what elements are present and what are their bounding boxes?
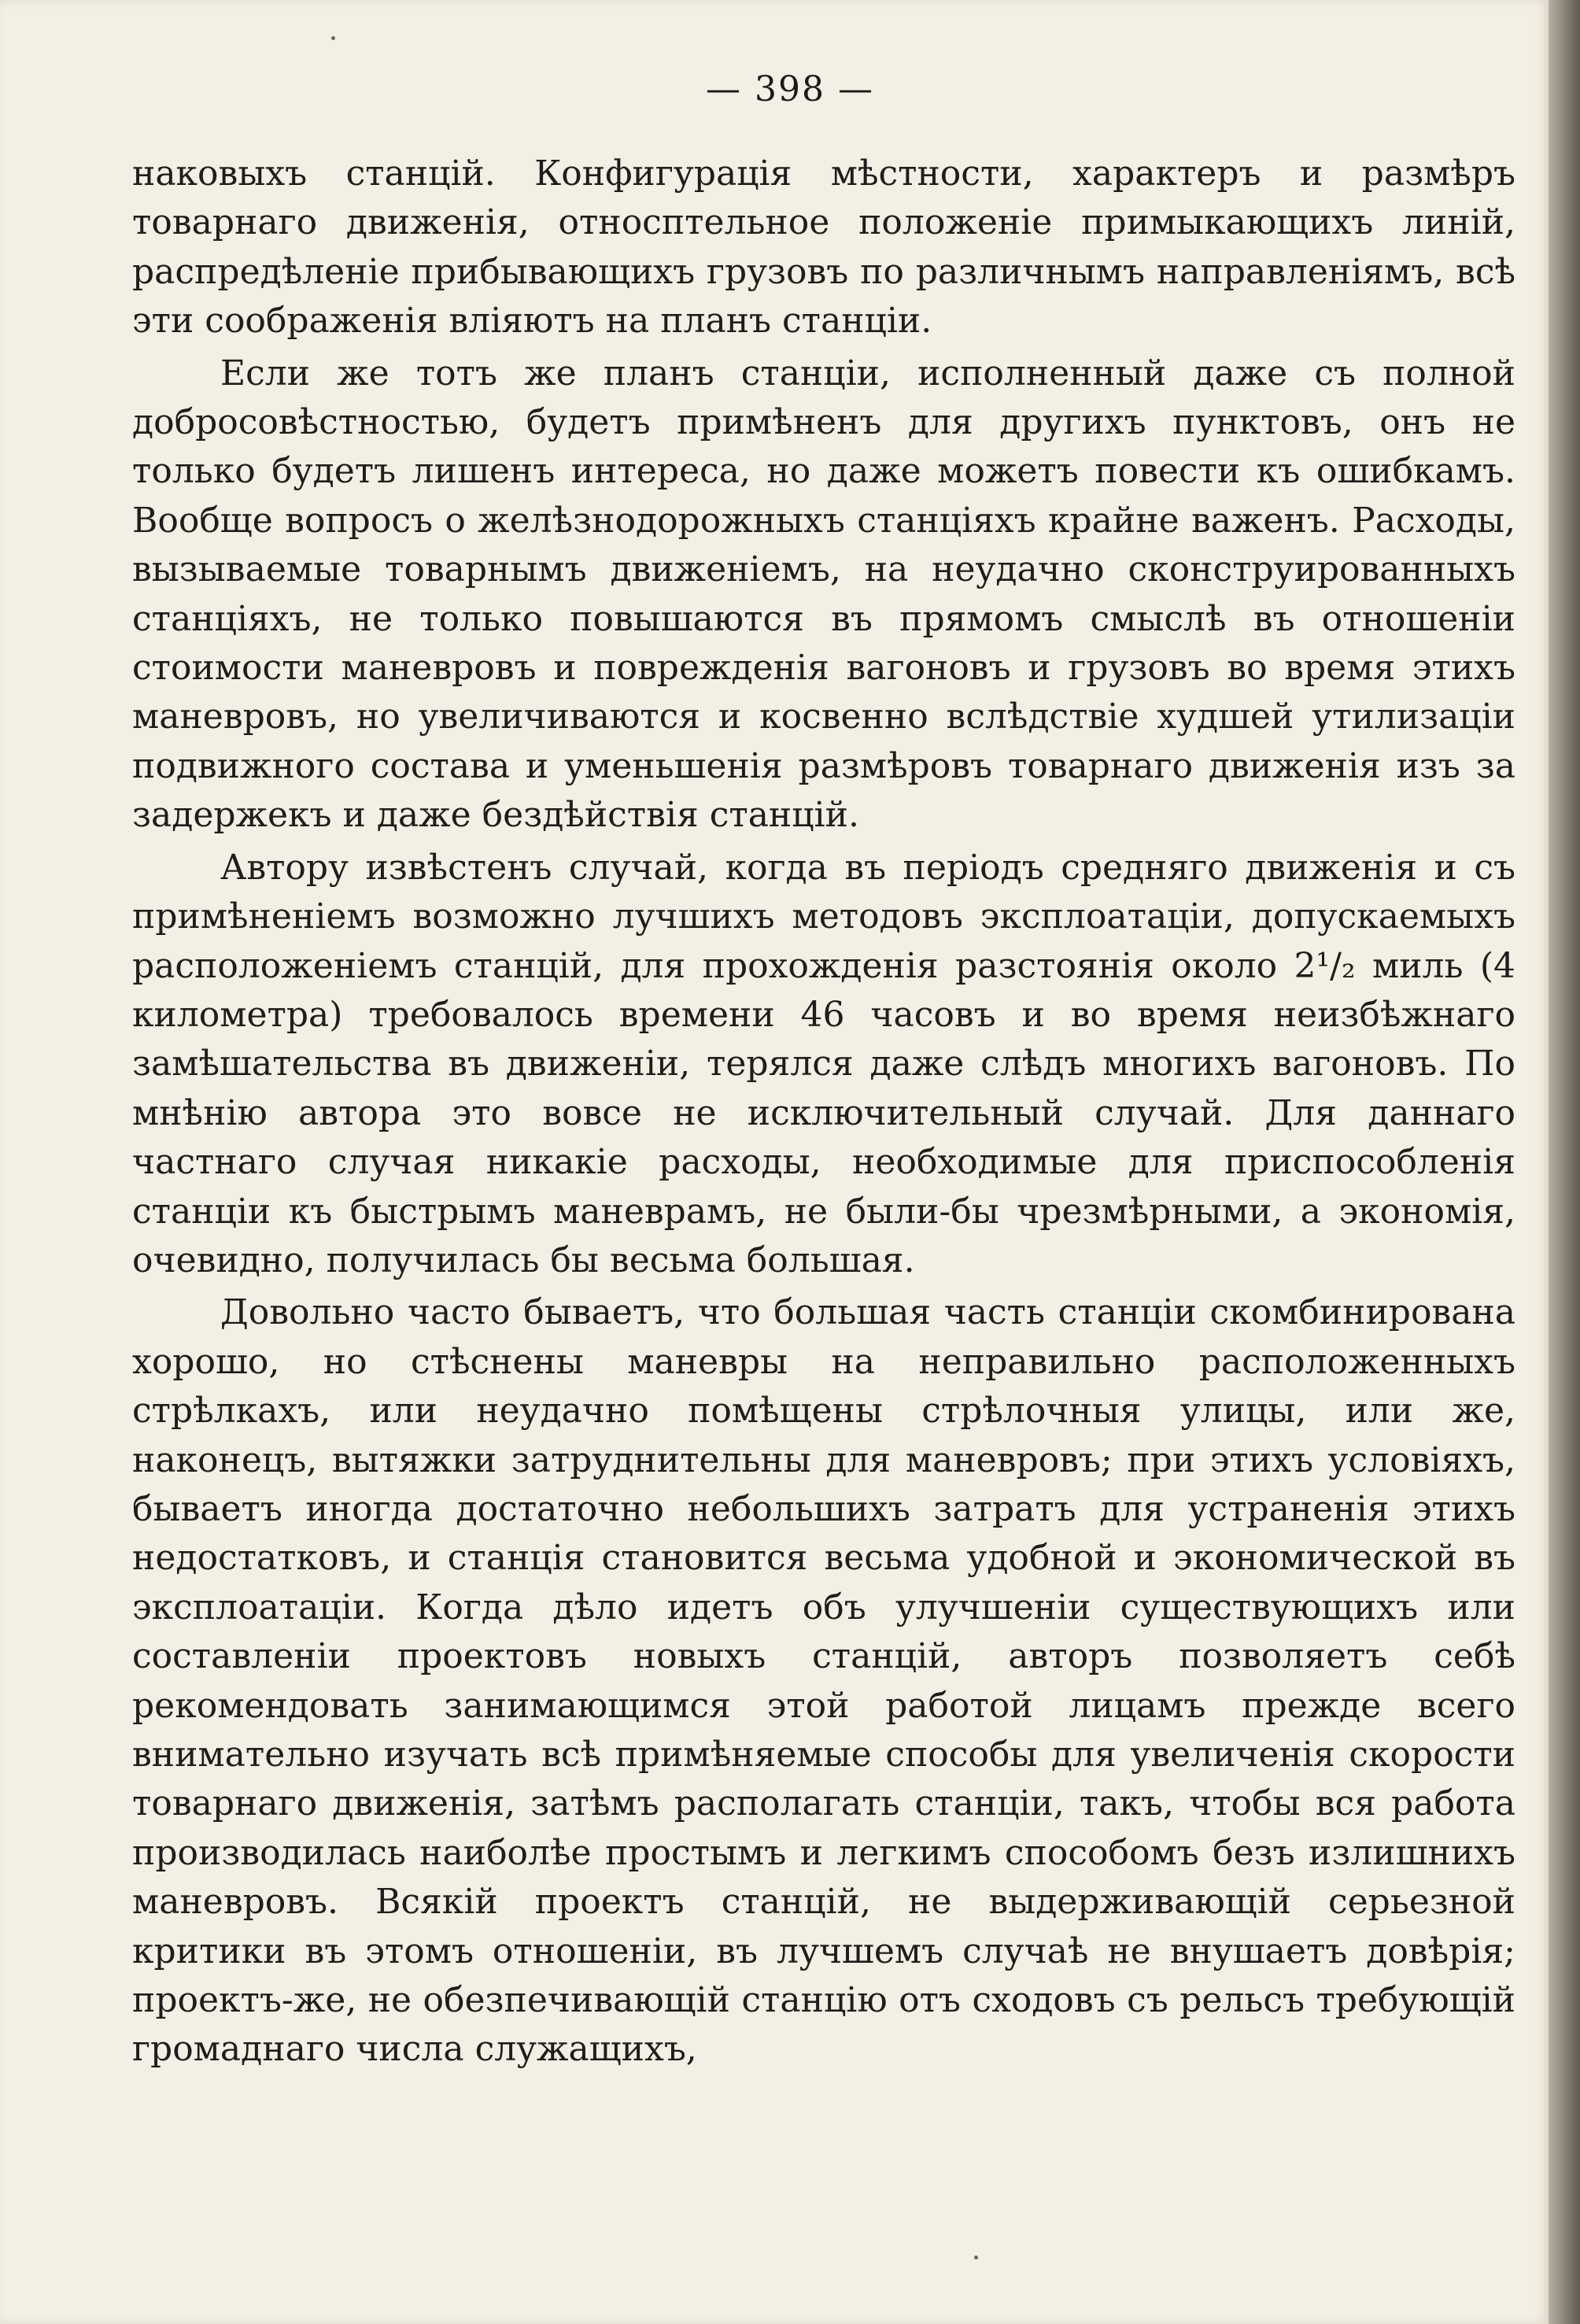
paragraph: наковыхъ станцій. Конфигурація мѣстности, характеръ и размѣръ товарнаго движенія, относптельное положеніе примыкающихъ линій, распредѣленіе прибывающихъ грузовъ по различнымъ направленіямъ, всѣ эти соображенія вліяютъ на планъ станціи. — [132, 153, 1515, 342]
page-number: — 398 — — [706, 69, 874, 109]
paragraph: Довольно часто бываетъ, что большая часть станціи скомбинирована хорошо, но стѣснены маневры на неправильно расположенныхъ стрѣлкахъ, или неудачно помѣщены стрѣлочныя улицы, или же, наконецъ, вытяжки затруднительны для маневровъ; при этихъ условіяхъ, бываетъ иногда достаточно небольшихъ затратъ для устраненія этихъ недостатковъ, и станція становится весьма удобной и экономической въ эксплоатаціи. Когда дѣло идетъ объ улучшеніи существующихъ или составленіи проектовъ новыхъ станцій, авторъ позволяетъ себѣ рекомендовать занимающимся этой работой лицамъ прежде всего внимательно изучать всѣ примѣняемые способы для увеличенія скорости товарнаго движенія, затѣмъ располагать станціи, такъ, чтобы вся работа производилась наиболѣе простымъ и легкимъ способомъ безъ излишнихъ маневровъ. Всякій проектъ станцій, не выдерживающій серьезной критики въ этомъ отношеніи, въ лучшемъ случаѣ не внушаетъ довѣрія; проектъ-же, не обезпечивающій станцію отъ сходовъ съ рельсъ требующій громаднаго числа служащихъ, — [132, 1292, 1515, 2070]
body-text — [132, 150, 1515, 2075]
paper-speck — [331, 36, 335, 40]
paper-speck — [974, 2256, 978, 2259]
paragraph: Если же тотъ же планъ станціи, исполненный даже съ полной добросовѣстностью, будетъ примѣненъ для другихъ пунктовъ, онъ не только будетъ лишенъ интереса, но даже можетъ повести къ ошибкамъ. Вообще вопросъ о желѣзнодорожныхъ станціяхъ крайне важенъ. Расходы, вызываемые товарнымъ движеніемъ, на неудачно сконструированныхъ станціяхъ, не только повышаются въ прямомъ смыслѣ въ отношеніи стоимости маневровъ и поврежденія вагоновъ и грузовъ во время этихъ маневровъ, но увеличиваются и косвенно вслѣдствіе худшей утилизаціи подвижного состава и уменьшенія размѣровъ товарнаго движенія изъ за задержекъ и даже бездѣйствія станцій. — [132, 353, 1515, 836]
paragraph: Автору извѣстенъ случай, когда въ періодъ средняго движенія и съ примѣненіемъ возможно лучшихъ методовъ эксплоатаціи, допускаемыхъ расположеніемъ станцій, для прохожденія разстоянія около 2¹/₂ миль (4 километра) требовалось времени 46 часовъ и во время неизбѣжнаго замѣшательства въ движеніи, терялся даже слѣдъ многихъ вагоновъ. По мнѣнію автора это вовсе не исключительный случай. Для даннаго частнаго случая никакіе расходы, необходимые для приспособленія станціи къ быстрымъ маневрамъ, не были-бы чрезмѣрными, а экономія, очевидно, получилась бы весьма большая. — [132, 847, 1515, 1280]
page-edge-shadow — [1549, 0, 1580, 2324]
